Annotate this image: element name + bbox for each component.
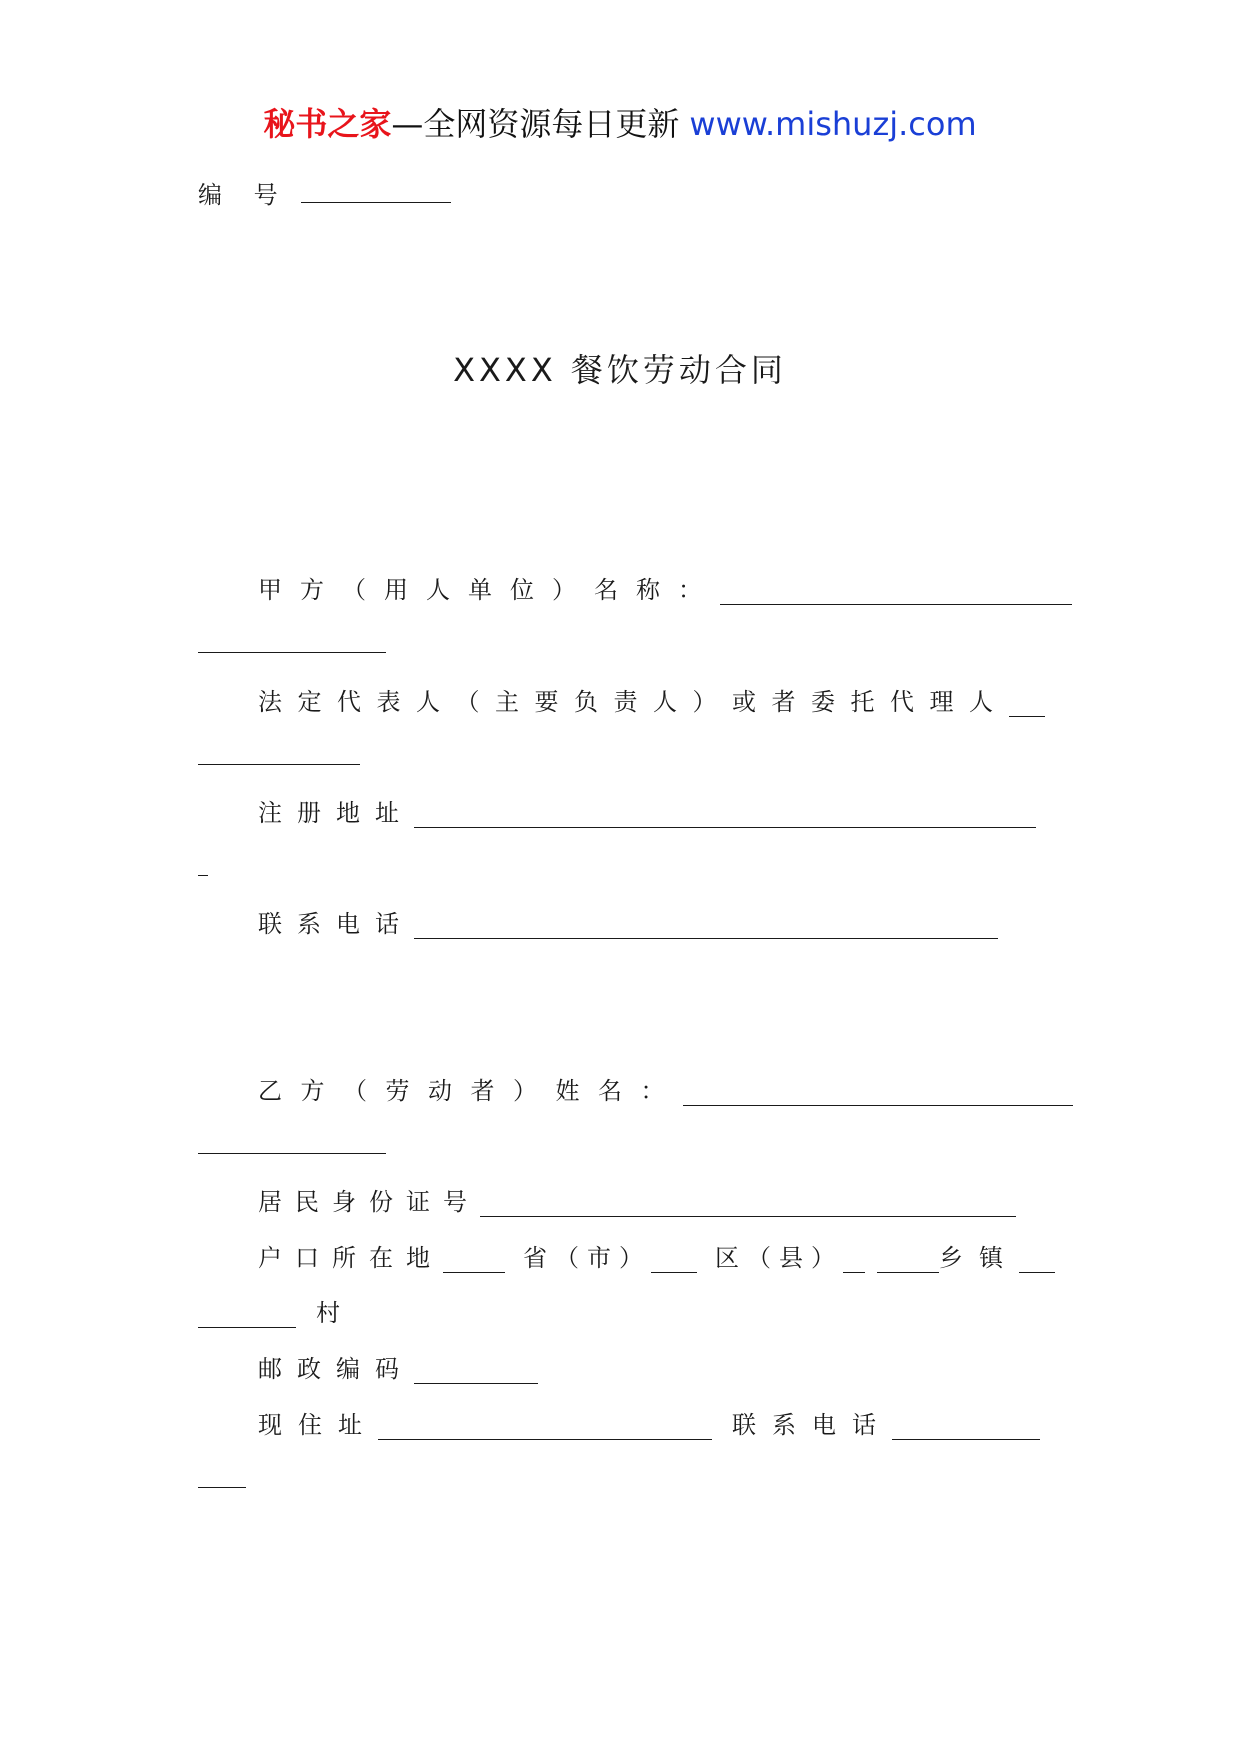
party-a-rep-label: 法定代表人（主要负责人）或者委托代理人 [258,688,1009,716]
party-a-rep-blank-cont [198,742,360,765]
party-b-postcode-row [258,1354,538,1384]
party-b-address-blank [378,1417,712,1440]
party-b-name-row [258,1076,1073,1106]
page-title: XXXX 餐饮劳动合同 [453,351,787,389]
party-b-name-continuation [198,1131,386,1154]
site-banner [0,102,1240,146]
party-a-name-row [258,575,1072,605]
party-b-phone-continuation [198,1465,246,1488]
banner-brand: 秘书之家 [263,105,392,143]
party-a-address-blank-cont [198,853,208,876]
party-b-town-blank [877,1250,939,1273]
party-b-district-blank [843,1250,865,1273]
party-b-town-label: 乡镇 [939,1244,1019,1272]
party-a-name-blank [720,582,1072,605]
party-b-district-label: 区（县） [715,1244,843,1272]
party-b-district-pre-blank [651,1250,697,1273]
party-b-hukou-continuation [198,1298,355,1328]
party-a-rep-blank [1009,694,1045,717]
party-b-village-pre-blank [1019,1250,1055,1273]
party-a-address-label: 注册地址 [258,799,414,827]
party-a-name-blank-cont [198,630,386,653]
party-a-address-row [258,798,1036,828]
party-b-phone-label: 联系电话 [732,1411,892,1439]
party-b-id-blank [480,1194,1016,1217]
party-b-address-label: 现住址 [258,1411,378,1439]
party-b-address-row [258,1410,1040,1440]
party-b-name-blank-cont [198,1131,386,1154]
party-a-phone-label: 联系电话 [258,910,414,938]
party-b-id-label: 居民身份证号 [258,1188,480,1216]
party-a-rep-row [258,687,1045,717]
party-b-province-blank [443,1250,505,1273]
contract-number-row [198,180,451,210]
contract-number-label: 编 号 [198,181,290,209]
party-a-address-blank [414,805,1036,828]
party-b-village-blank [198,1305,296,1328]
party-a-rep-continuation [198,742,360,765]
party-b-postcode-label: 邮政编码 [258,1355,414,1383]
contract-number-blank [301,180,451,203]
party-a-phone-blank [414,916,998,939]
party-a-name-continuation [198,630,386,653]
party-a-name-label: 甲方（用人单位）名称： [258,576,720,604]
party-b-name-blank [683,1083,1073,1106]
party-b-phone-blank-cont [198,1465,246,1488]
party-a-phone-row [258,909,998,939]
banner-slogan: —全网资源每日更新 [391,105,680,143]
party-a-address-continuation [198,853,208,876]
party-b-village-label: 村 [316,1299,355,1327]
party-b-postcode-blank [414,1361,538,1384]
party-b-hukou-label: 户口所在地 [258,1244,443,1272]
party-b-province-label: 省（市） [523,1244,651,1272]
party-b-name-label: 乙方（劳动者）姓名： [258,1077,683,1105]
party-b-id-row [258,1187,1016,1217]
banner-url-link[interactable]: www.mishuzj.com [689,105,977,143]
party-b-phone-blank [892,1417,1040,1440]
party-b-hukou-row [258,1243,1055,1273]
